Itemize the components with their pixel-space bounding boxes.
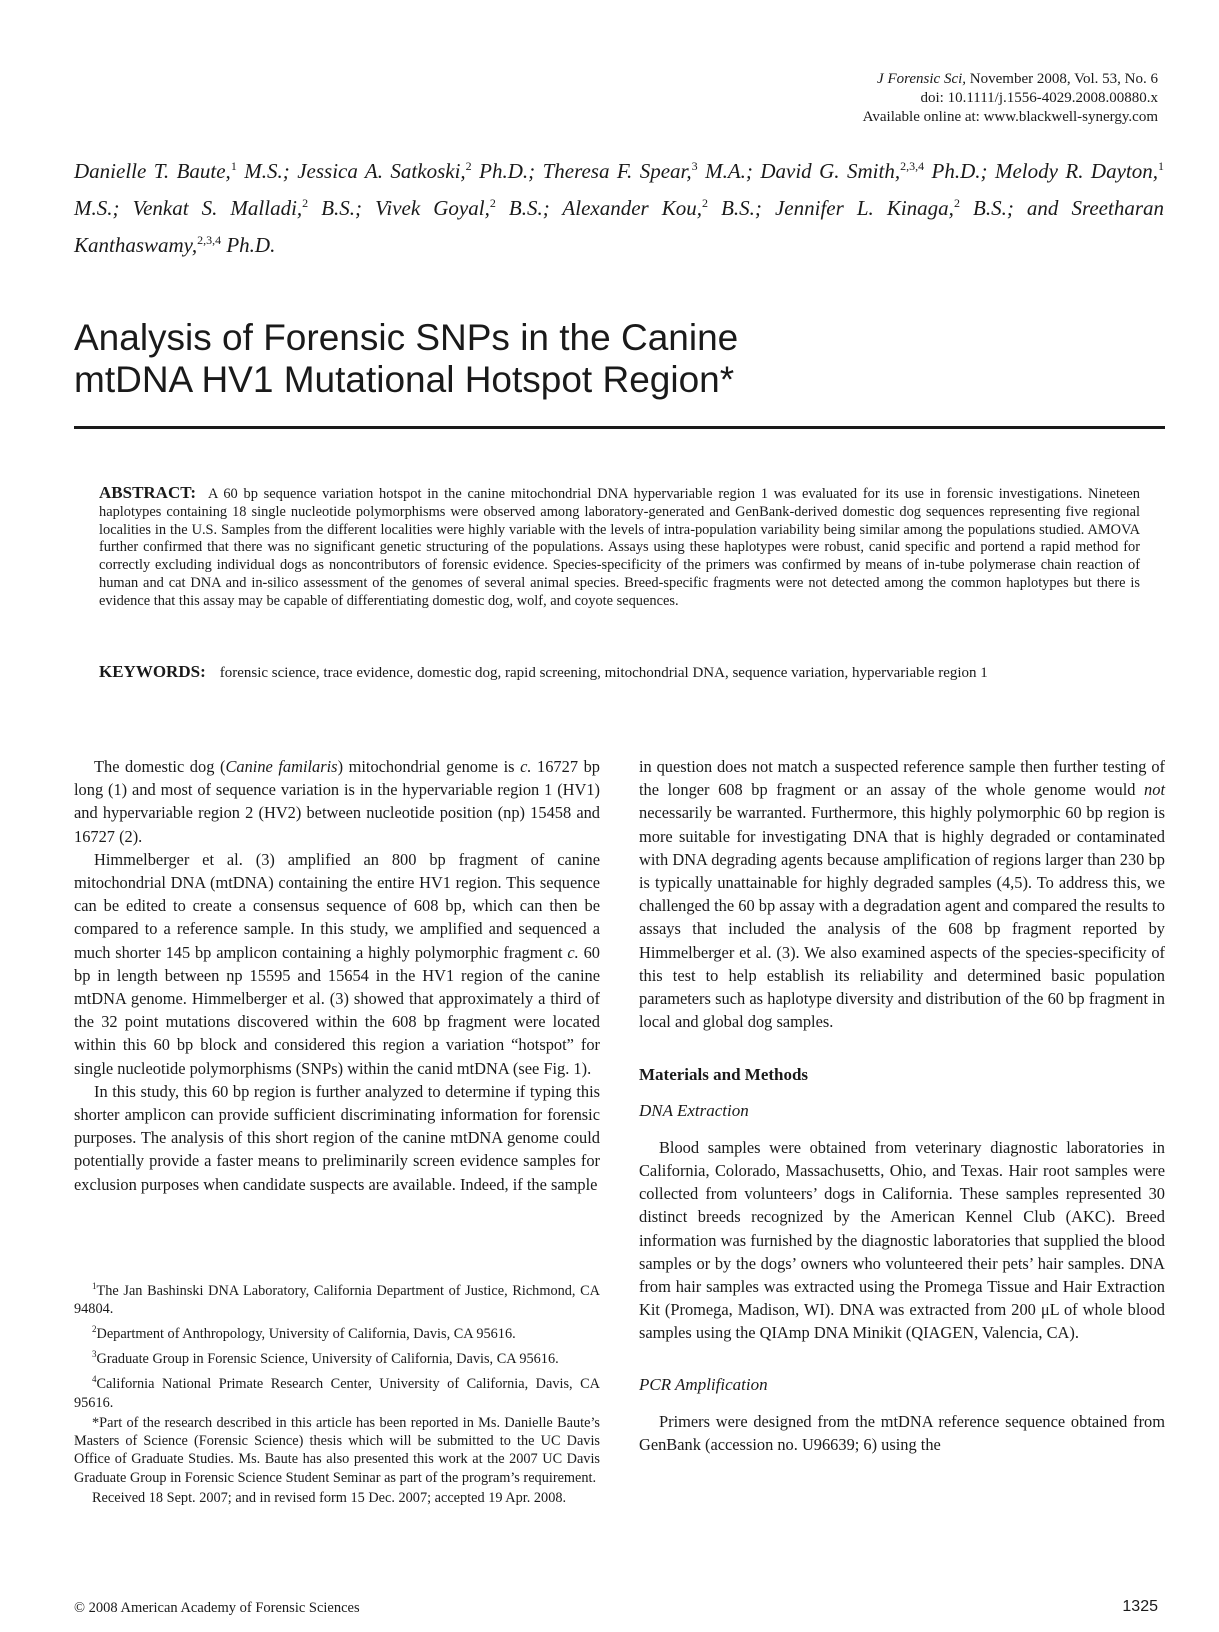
footnotes bbox=[74, 1277, 600, 1509]
author: Jennifer L. Kinaga,$^2$ B.S.; bbox=[774, 196, 1027, 220]
received-dates: Received 18 Sept. 2007; and in revised form 15 Dec. 2007; accepted 19 Apr. 2008. bbox=[92, 1490, 567, 1507]
author: Melody R. Dayton,$^1$ M.S.; bbox=[74, 159, 1164, 220]
footnote: $^2$Department of Anthropology, University of California, Davis, CA 95616. bbox=[92, 1324, 516, 1343]
availability-link[interactable]: Available online at: www.blackwell-synergy.com bbox=[862, 109, 1158, 125]
footnote: *Part of the research described in this article has been reported in Ms. Danielle Baute’s Masters of Science (Forensic Science) thesis which will be submitted to the UC Davis Office of Graduate Studies. Ms. Baute has also presented this work at the 2007 UC Davis Graduate Group in Forensic Science Student Seminar as part of the program’s requirement. bbox=[74, 1414, 600, 1486]
subsection-heading: DNA Extraction bbox=[639, 1100, 749, 1120]
author: Venkat S. Malladi,$^2$ B.S.; bbox=[132, 196, 376, 220]
left-column bbox=[74, 755, 600, 1196]
author-list bbox=[74, 150, 1164, 261]
author: Vivek Goyal,$^2$ B.S.; bbox=[375, 196, 563, 220]
body-paragraph: Primers were designed from the mtDNA reference sequence obtained from GenBank (accession no. U96639; 6) using the bbox=[639, 1411, 1165, 1455]
abstract-label: ABSTRACT: bbox=[99, 483, 196, 502]
copyright: © 2008 American Academy of Forensic Sciences bbox=[74, 1600, 360, 1616]
journal-citation bbox=[863, 70, 1158, 89]
body-paragraph: Himmelberger et al. (3) amplified an 800 bp fragment of canine mitochondrial DNA (mtDNA) containing the entire HV1 region. This sequence can be edited to create a consensus sequence of 608 bp, which can then be compared to a reference sample. In this study, we amplified and sequenced a much shorter 145 bp amplicon containing a highly polymorphic fragment c. 60 bp in length between np 15595 and 15654 in the HV1 region of the canine mtDNA genome. Himmelberger et al. (3) showed that approximately a third of the 32 point mutations discovered within the 608 bp fragment were located within this 60 bp block and considered this region a variation “hotspot” for single nucleotide polymorphisms (SNPs) within the canid mtDNA (see Fig. 1). bbox=[74, 849, 600, 1078]
page-number: 1325 bbox=[1122, 1598, 1158, 1615]
footnote: $^1$The Jan Bashinski DNA Laboratory, California Department of Justice, Richmond, CA 94804. bbox=[74, 1281, 600, 1318]
author: and Sreetharan Kanthaswamy,$^{2,3,4}$ Ph.D. bbox=[74, 196, 1164, 257]
keywords bbox=[99, 662, 1140, 683]
author: Theresa F. Spear,$^3$ M.A.; bbox=[542, 159, 761, 183]
author: David G. Smith,$^{2,3,4}$ Ph.D.; bbox=[760, 159, 995, 183]
body-paragraph: The domestic dog (Canine familaris) mitochondrial genome is c. 16727 bp long (1) and most of sequence variation is in the hypervariable region 1 (HV1) and hypervariable region 2 (HV2) between nucleotide position (np) 15458 and 16727 (2). bbox=[74, 757, 600, 846]
footnote: $^3$Graduate Group in Forensic Science, University of California, Davis, CA 95616. bbox=[92, 1349, 559, 1368]
title-line-2: mtDNA HV1 Mutational Hotspot Region* bbox=[74, 358, 735, 400]
abstract bbox=[99, 484, 1140, 611]
journal-header bbox=[863, 70, 1158, 127]
body-paragraph: In this study, this 60 bp region is further analyzed to determine if typing this shorter amplicon can provide sufficient discriminating information for forensic purposes. The analysis of this short region of the canine mtDNA genome could potentially provide a faster means to preliminarily screen evidence samples for exclusion purposes when candidate suspects are available. Indeed, if the sample bbox=[74, 1081, 600, 1194]
author: Jessica A. Satkoski,$^2$ Ph.D.; bbox=[297, 159, 543, 183]
doi: doi: 10.1111/j.1556-4029.2008.00880.x bbox=[920, 90, 1158, 106]
section-heading: Materials and Methods bbox=[639, 1065, 809, 1085]
right-column bbox=[639, 755, 1165, 1456]
footnote: $^4$California National Primate Research Center, University of California, Davis, CA 95616. bbox=[74, 1374, 600, 1411]
author: Danielle T. Baute,$^1$ M.S.; bbox=[74, 159, 298, 183]
title-line-1: Analysis of Forensic SNPs in the Canine bbox=[74, 316, 739, 358]
journal-name: J Forensic Sci, bbox=[877, 71, 967, 87]
keywords-text: forensic science, trace evidence, domestic dog, rapid screening, mitochondrial DNA, sequence variation, hypervariable region 1 bbox=[219, 665, 988, 681]
author: Alexander Kou,$^2$ B.S.; bbox=[562, 196, 775, 220]
body-paragraph: Blood samples were obtained from veterinary diagnostic laboratories in California, Colorado, Massachusetts, Ohio, and Texas. Hair root samples were collected from volunteers’ dogs in California. These samples represented 30 distinct breeds recognized by the American Kennel Club (AKC). Breed information was furnished by the diagnostic laboratories that supplied the blood samples or by the dogs’ owners who volunteered their pets’ hair samples. DNA from hair samples was extracted using the Promega Tissue and Hair Extraction Kit (Promega, Madison, WI). DNA was extracted from 200 μL of whole blood samples using the QIAmp DNA Minikit (QIAGEN, Valencia, CA). bbox=[639, 1137, 1165, 1343]
body-paragraph: in question does not match a suspected reference sample then further testing of the longer 608 bp fragment or an assay of the whole genome would not necessarily be warranted. Furthermore, this highly polymorphic 60 bp region is more suitable for investigating DNA that is highly degraded or contaminated with DNA degrading agents because amplification of regions larger than 230 bp is typically unattainable for highly degraded samples (4,5). To address this, we challenged the 60 bp assay with a degradation agent and compared the results to assays that included the analysis of the 608 bp fragment reported by Himmelberger et al. (3). We also examined aspects of the species-specificity of this test to help establish its reliability and determined basic population parameters such as haplotype diversity and distribution of the 60 bp fragment in local and global dog samples. bbox=[639, 757, 1165, 1032]
subsection-heading: PCR Amplification bbox=[639, 1374, 768, 1394]
journal-issue: November 2008, Vol. 53, No. 6 bbox=[966, 71, 1158, 87]
title-divider bbox=[74, 426, 1165, 429]
keywords-label: KEYWORDS: bbox=[99, 662, 206, 681]
abstract-text: A 60 bp sequence variation hotspot in the canine mitochondrial DNA hypervariable region 1 was evaluated for its use in forensic investigations. Nineteen haplotypes containing 18 single nucleotide polymorphisms were observed among laboratory-generated and GenBank-derived domestic dog sequences representing five regional localities in the U.S. Samples from the different localities were highly variable with the levels of intra-population variability being similar among the populations studied. AMOVA further confirmed that there was no significant genetic structuring of the populations. Assays using these haplotypes were robust, canid specific and portend a rapid method for correctly excluding individual dogs as noncontributors of forensic evidence. Species-specificity of the primers was confirmed by means of in-tube polymerase chain reaction of human and cat DNA and in-silico assessment of the genomes of several animal species. Breed-specific fragments were not detected among the common haplotypes but there is evidence that this assay may be capable of differentiating domestic dog, wolf, and coyote sequences. bbox=[99, 486, 1140, 609]
article-title bbox=[74, 317, 974, 401]
